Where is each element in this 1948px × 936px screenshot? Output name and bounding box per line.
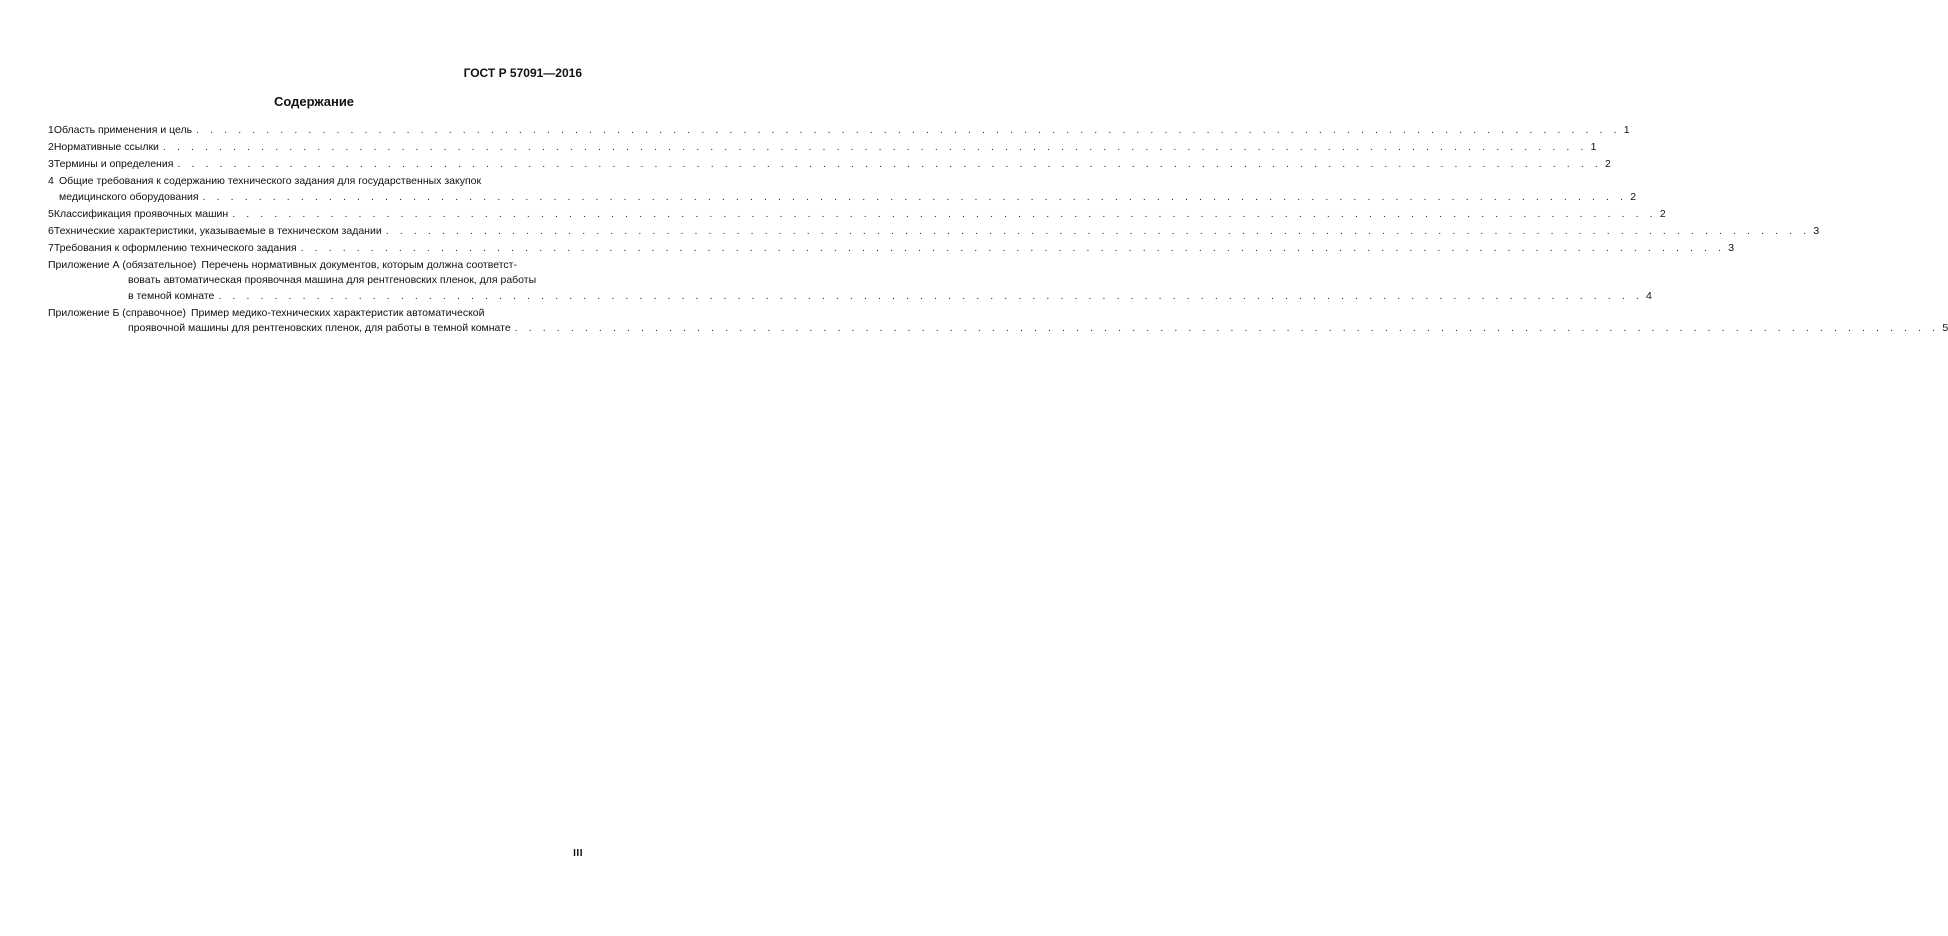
table-of-contents	[48, 123, 1948, 337]
toc-entry-title-line2: медицинского оборудования	[59, 190, 199, 203]
toc-leader-dots: . . . . . . . . . . . . . . . . . . . . . . . . . . . . . . . . . . . . . . . . . . . . . . . . . . . . . . . . . . . . . . . . . . . . . . . . . . . . . . . . . . . . . . . . . . . . . . . . . . . . . .	[177, 158, 1602, 170]
toc-appendix-title-line1: Пример медико-технических характеристик автоматической	[190, 306, 485, 319]
toc-appendix-b[interactable]	[48, 306, 1948, 337]
toc-entry-number: 2	[48, 141, 54, 153]
toc-entry-number: 4	[48, 175, 54, 187]
document-code: ГОСТ Р 57091—2016	[463, 66, 582, 80]
toc-appendix-page: 4	[1646, 289, 1652, 302]
toc-entry-number: 1	[48, 124, 54, 136]
toc-appendix-label: Приложение Б (справочное)	[48, 306, 186, 319]
toc-entry-number: 5	[48, 207, 54, 220]
toc-entry-page: 3	[1813, 224, 1820, 237]
toc-leader-dots: . . . . . . . . . . . . . . . . . . . . . . . . . . . . . . . . . . . . . . . . . . . . . . . . . . . . . . . . . . . . . . . . . . . . . . . . . . . . . . . . . . . . . . . . . . . . . . . . . . . . . .	[514, 322, 1940, 334]
toc-entry-number: 3	[48, 158, 54, 170]
toc-entry-title: Технические характеристики, указываемые в техническом задании	[53, 224, 382, 237]
toc-entry-page: 2	[1605, 158, 1611, 170]
toc-appendix-title-line2: вовать автоматическая проявочная машина для рентгеновских пленок, для работы	[128, 274, 537, 286]
toc-entry-1[interactable]	[48, 123, 1630, 139]
toc-entry-page: 2	[1630, 190, 1637, 203]
toc-leader-dots: . . . . . . . . . . . . . . . . . . . . . . . . . . . . . . . . . . . . . . . . . . . . . . . . . . . . . . . . . . . . . . . . . . . . . . . . . . . . . . . . . . . . . . . . . . . . . . . . . . . . . .	[162, 141, 1588, 153]
toc-entry-7[interactable]	[48, 241, 1735, 257]
toc-entry-number: 7	[48, 241, 54, 254]
toc-appendix-label: Приложение А (обязательное)	[48, 258, 197, 271]
toc-entry-4[interactable]	[48, 174, 1637, 205]
toc-entry-title: Нормативные ссылки	[53, 141, 159, 153]
toc-leader-dots: . . . . . . . . . . . . . . . . . . . . . . . . . . . . . . . . . . . . . . . . . . . . . . . . . . . . . . . . . . . . . . . . . . . . . . . . . . . . . . . . . . . . . . . . . . . . . . . . . . . . . .	[300, 241, 1726, 254]
toc-appendix-a[interactable]	[48, 258, 1652, 305]
toc-leader-dots: . . . . . . . . . . . . . . . . . . . . . . . . . . . . . . . . . . . . . . . . . . . . . . . . . . . . . . . . . . . . . . . . . . . . . . . . . . . . . . . . . . . . . . . . . . . . . . . . . . . . . .	[385, 224, 1811, 237]
toc-leader-dots: . . . . . . . . . . . . . . . . . . . . . . . . . . . . . . . . . . . . . . . . . . . . . . . . . . . . . . . . . . . . . . . . . . . . . . . . . . . . . . . . . . . . . . . . . . . . . . . . . . . . . .	[218, 289, 1643, 302]
toc-entry-title: Термины и определения	[53, 158, 174, 170]
toc-entry-title-line1: Общие требования к содержанию технического задания для государственных закупок	[59, 175, 482, 187]
toc-appendix-title-line2: проявочной машины для рентгеновских пленок, для работы в темной комнате	[128, 322, 511, 334]
toc-entry-5[interactable]	[48, 207, 1666, 223]
toc-appendix-title-line3: в темной комнате	[128, 289, 215, 302]
toc-leader-dots: . . . . . . . . . . . . . . . . . . . . . . . . . . . . . . . . . . . . . . . . . . . . . . . . . . . . . . . . . . . . . . . . . . . . . . . . . . . . . . . . . . . . . . . . . . . . . . . . . . . . . .	[202, 190, 1628, 203]
toc-leader-dots: . . . . . . . . . . . . . . . . . . . . . . . . . . . . . . . . . . . . . . . . . . . . . . . . . . . . . . . . . . . . . . . . . . . . . . . . . . . . . . . . . . . . . . . . . . . . . . . . . . . . . .	[196, 124, 1621, 136]
toc-leader-dots: . . . . . . . . . . . . . . . . . . . . . . . . . . . . . . . . . . . . . . . . . . . . . . . . . . . . . . . . . . . . . . . . . . . . . . . . . . . . . . . . . . . . . . . . . . . . . . . . . . . . . .	[232, 207, 1657, 220]
toc-entry-page: 3	[1728, 241, 1735, 254]
toc-entry-3[interactable]	[48, 157, 1611, 173]
toc-entry-page: 1	[1590, 141, 1597, 153]
toc-entry-title: Область применения и цель	[53, 124, 193, 136]
toc-entry-page: 2	[1659, 207, 1666, 220]
toc-appendix-title-line1: Перечень нормативных документов, которым должна соответст-	[201, 258, 517, 271]
toc-entry-2[interactable]	[48, 140, 1597, 156]
toc-entry-title: Требования к оформлению технического задания	[53, 241, 297, 254]
toc-entry-6[interactable]	[48, 224, 1820, 240]
toc-entry-title: Классификация проявочных машин	[53, 207, 229, 220]
toc-title: Содержание	[273, 94, 355, 109]
toc-entry-number: 6	[48, 224, 54, 237]
page-number: III	[573, 848, 583, 859]
toc-appendix-page: 5	[1942, 322, 1948, 334]
toc-entry-page: 1	[1623, 124, 1630, 136]
